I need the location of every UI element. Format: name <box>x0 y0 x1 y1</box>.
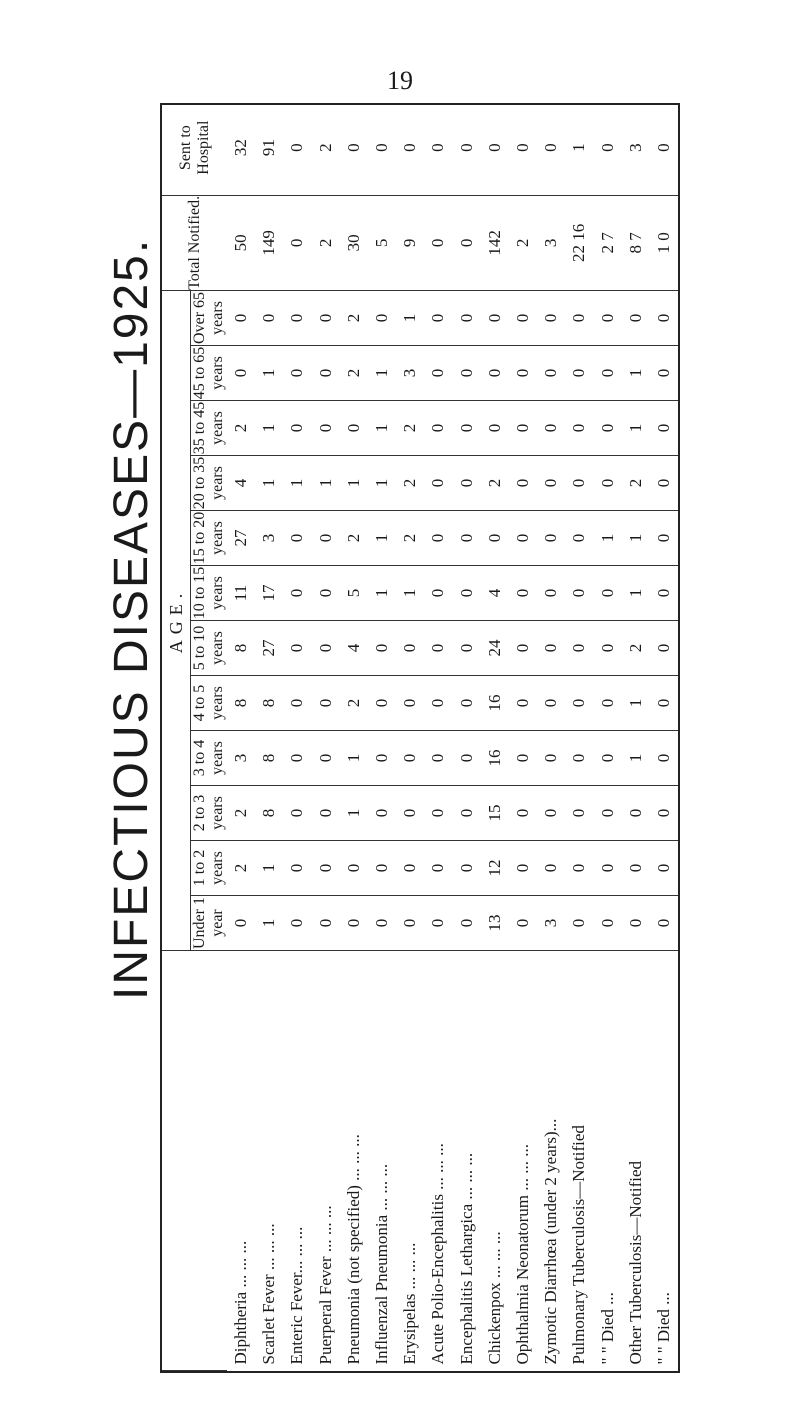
age-count: 2 <box>340 511 368 566</box>
age-count: 2 <box>227 841 255 896</box>
age-count: 1 <box>368 456 396 511</box>
age-count: 0 <box>481 401 509 456</box>
age-count: 0 <box>424 456 452 511</box>
age-count: 0 <box>509 290 537 345</box>
disease-name: Zymotic Diarrhœa (under 2 years)... <box>541 1118 561 1365</box>
age-count: 12 <box>481 841 509 896</box>
disease-name: Influenzal Pneumonia ... ... ... <box>372 1163 392 1365</box>
age-count: 0 <box>593 346 621 401</box>
age-count: 0 <box>537 731 565 786</box>
age-count: 0 <box>227 896 255 951</box>
disease-name: Scarlet Fever ... ... ... <box>259 1223 279 1365</box>
age-count: 0 <box>537 401 565 456</box>
age-count: 27 <box>227 511 255 566</box>
age-count: 0 <box>509 731 537 786</box>
page-number: 19 <box>387 66 413 95</box>
age-count: 0 <box>283 731 311 786</box>
disease-name: Ophthalmia Neonatorum ... ... ... <box>512 1144 532 1365</box>
age-count: 2 <box>481 456 509 511</box>
age-count: 0 <box>565 731 593 786</box>
age-count: 0 <box>424 676 452 731</box>
age-count: 0 <box>650 621 678 676</box>
age-count: 0 <box>537 346 565 401</box>
age-column-header: 1 to 2 years <box>191 841 228 896</box>
age-count: 0 <box>537 621 565 676</box>
age-count: 0 <box>593 621 621 676</box>
age-count: 0 <box>312 786 340 841</box>
age-count: 1 <box>368 511 396 566</box>
age-count: 0 <box>283 621 311 676</box>
disease-row <box>396 100 424 1370</box>
age-count: 0 <box>509 841 537 896</box>
age-count: 0 <box>453 731 481 786</box>
age-count: 8 <box>227 621 255 676</box>
age-count: 0 <box>424 346 452 401</box>
age-count: 0 <box>650 456 678 511</box>
age-count: 2 <box>227 786 255 841</box>
disease-row <box>340 100 368 1370</box>
age-count: 0 <box>283 401 311 456</box>
age-count: 0 <box>312 896 340 951</box>
age-count: 0 <box>396 731 424 786</box>
age-count: 0 <box>593 896 621 951</box>
disease-row <box>650 100 678 1370</box>
age-count: 0 <box>593 566 621 621</box>
disease-row <box>424 100 452 1370</box>
side-title: INFECTIOUS DISEASES—1925. <box>105 237 158 1000</box>
age-count: 1 <box>396 566 424 621</box>
total-notified: 142 <box>481 195 509 290</box>
age-count: 4 <box>481 566 509 621</box>
age-count: 0 <box>593 786 621 841</box>
age-count: 2 <box>340 676 368 731</box>
total-notified: 149 <box>255 195 283 290</box>
disease-name: Chickenpox ... ... ... <box>484 1231 504 1365</box>
age-count: 0 <box>312 676 340 731</box>
age-count: 1 <box>593 511 621 566</box>
age-count: 0 <box>453 841 481 896</box>
sent-to-hospital: 0 <box>481 100 509 195</box>
age-count: 0 <box>283 896 311 951</box>
age-count: 0 <box>453 621 481 676</box>
sent-to-hospital: 32 <box>227 100 255 195</box>
disease-table <box>160 103 680 1373</box>
age-count: 0 <box>424 841 452 896</box>
age-count: 0 <box>283 290 311 345</box>
age-count: 0 <box>283 676 311 731</box>
sent-to-hospital: 0 <box>509 100 537 195</box>
disease-row <box>368 100 396 1370</box>
total-notified: 50 <box>227 195 255 290</box>
disease-row <box>312 100 340 1370</box>
age-count: 1 <box>255 456 283 511</box>
age-count: 3 <box>537 896 565 951</box>
age-count: 8 <box>255 731 283 786</box>
age-count: 0 <box>453 346 481 401</box>
age-count: 0 <box>368 786 396 841</box>
age-count: 1 <box>340 786 368 841</box>
age-count: 0 <box>650 346 678 401</box>
age-count: 0 <box>565 456 593 511</box>
disease-name: Erysipelas ... ... ... <box>400 1242 420 1365</box>
age-count: 2 <box>622 456 650 511</box>
age-count: 17 <box>255 566 283 621</box>
age-count: 1 <box>396 290 424 345</box>
age-count: 0 <box>509 621 537 676</box>
disease-name: " " Died ... <box>597 1292 617 1365</box>
age-count: 0 <box>227 290 255 345</box>
disease-name: Other Tuberculosis—Notified <box>625 1160 645 1365</box>
age-column-header: 10 to 15 years <box>191 566 226 620</box>
age-count: 1 <box>622 676 650 731</box>
sent-to-hospital: 1 <box>565 100 593 195</box>
age-count: 0 <box>340 841 368 896</box>
age-count: 16 <box>481 676 509 731</box>
age-table <box>162 100 678 1371</box>
age-count: 8 <box>255 786 283 841</box>
age-count: 0 <box>312 511 340 566</box>
age-count: 0 <box>565 676 593 731</box>
age-column-header: 4 to 5 years <box>191 676 228 731</box>
total-notified-header: Total Notified. <box>162 195 227 290</box>
age-count: 0 <box>283 566 311 621</box>
age-count: 0 <box>424 896 452 951</box>
disease-row <box>509 100 537 1370</box>
disease-row <box>227 100 255 1370</box>
age-count: 0 <box>593 456 621 511</box>
total-notified: 5 <box>368 195 396 290</box>
age-count: 11 <box>227 566 255 621</box>
age-count: 0 <box>593 731 621 786</box>
age-count: 0 <box>481 290 509 345</box>
sent-to-hospital: 0 <box>396 100 424 195</box>
age-count: 0 <box>593 290 621 345</box>
sent-to-hospital: 0 <box>453 100 481 195</box>
age-count: 0 <box>650 676 678 731</box>
age-count: 2 <box>396 511 424 566</box>
age-count: 1 <box>340 731 368 786</box>
age-count: 0 <box>453 566 481 621</box>
age-count: 0 <box>565 401 593 456</box>
age-count: 0 <box>283 841 311 896</box>
age-count: 0 <box>565 896 593 951</box>
age-count: 0 <box>368 841 396 896</box>
age-count: 0 <box>593 401 621 456</box>
age-count: 0 <box>650 511 678 566</box>
age-count: 3 <box>396 346 424 401</box>
age-count: 0 <box>368 896 396 951</box>
age-count: 1 <box>368 566 396 621</box>
age-count: 0 <box>283 786 311 841</box>
disease-row <box>537 100 565 1370</box>
age-count: 0 <box>622 896 650 951</box>
age-count: 0 <box>481 511 509 566</box>
age-count: 13 <box>481 896 509 951</box>
disease-row <box>283 100 311 1370</box>
age-count: 0 <box>453 456 481 511</box>
age-count: 0 <box>368 290 396 345</box>
age-count: 1 <box>622 346 650 401</box>
age-count: 0 <box>424 511 452 566</box>
age-count: 1 <box>255 841 283 896</box>
age-count: 0 <box>565 511 593 566</box>
age-count: 0 <box>509 896 537 951</box>
age-count: 1 <box>255 896 283 951</box>
age-count: 0 <box>312 290 340 345</box>
age-count: 0 <box>424 566 452 621</box>
age-count: 0 <box>424 621 452 676</box>
total-notified: 30 <box>340 195 368 290</box>
age-count: 8 <box>255 676 283 731</box>
age-count: 0 <box>340 401 368 456</box>
age-count: 0 <box>565 566 593 621</box>
sent-to-hospital: 91 <box>255 100 283 195</box>
age-column-header: Under 1 year <box>191 897 226 949</box>
age-count: 0 <box>593 841 621 896</box>
age-count: 1 <box>255 401 283 456</box>
age-count: 1 <box>622 731 650 786</box>
sent-to-hospital: 0 <box>368 100 396 195</box>
age-count: 0 <box>424 786 452 841</box>
age-count: 0 <box>312 841 340 896</box>
age-count: 2 <box>396 401 424 456</box>
age-count: 0 <box>509 401 537 456</box>
total-notified: 0 <box>424 195 452 290</box>
sent-to-hospital-header: Sent to Hospital <box>162 100 227 195</box>
disease-name: " " Died ... <box>653 1292 673 1365</box>
age-count: 0 <box>453 290 481 345</box>
age-count: 1 <box>283 456 311 511</box>
age-count: 0 <box>283 346 311 401</box>
disease-name: Diphtheria ... ... ... <box>231 1240 251 1365</box>
age-count: 0 <box>565 786 593 841</box>
age-count: 0 <box>537 676 565 731</box>
age-column-header: Over 65 years <box>191 291 226 344</box>
age-count: 0 <box>453 896 481 951</box>
age-count: 0 <box>622 290 650 345</box>
total-notified: 8 7 <box>622 195 650 290</box>
age-column-header: 20 to 35 years <box>191 456 226 510</box>
age-count: 2 <box>622 621 650 676</box>
age-count: 1 <box>255 346 283 401</box>
age-count: 1 <box>622 401 650 456</box>
age-count: 0 <box>424 290 452 345</box>
age-count: 8 <box>227 676 255 731</box>
age-count: 0 <box>227 346 255 401</box>
age-count: 0 <box>537 456 565 511</box>
age-count: 3 <box>255 511 283 566</box>
sent-to-hospital: 0 <box>424 100 452 195</box>
disease-header <box>162 951 227 1371</box>
age-column-header: 2 to 3 years <box>191 786 228 841</box>
sent-to-hospital: 0 <box>593 100 621 195</box>
age-count: 0 <box>509 676 537 731</box>
age-count: 0 <box>396 896 424 951</box>
age-count: 0 <box>396 621 424 676</box>
age-count: 0 <box>565 621 593 676</box>
age-count: 0 <box>537 290 565 345</box>
sent-to-hospital: 0 <box>650 100 678 195</box>
age-count: 0 <box>453 786 481 841</box>
age-count: 0 <box>368 676 396 731</box>
total-notified: 0 <box>453 195 481 290</box>
sent-to-hospital: 3 <box>622 100 650 195</box>
age-count: 15 <box>481 786 509 841</box>
sent-to-hospital: 0 <box>537 100 565 195</box>
age-count: 1 <box>622 511 650 566</box>
age-count: 16 <box>481 731 509 786</box>
age-column-header: 5 to 10 years <box>191 621 228 676</box>
disease-row <box>255 100 283 1370</box>
age-count: 0 <box>650 731 678 786</box>
age-count: 0 <box>255 290 283 345</box>
age-count: 1 <box>340 456 368 511</box>
age-column-header: 35 to 45 years <box>191 401 226 455</box>
age-count: 5 <box>340 566 368 621</box>
total-notified: 9 <box>396 195 424 290</box>
total-notified: 2 <box>509 195 537 290</box>
sent-to-hospital: 2 <box>312 100 340 195</box>
age-count: 0 <box>565 841 593 896</box>
disease-name: Pulmonary Tuberculosis—Notified <box>569 1125 589 1365</box>
age-count: 4 <box>340 621 368 676</box>
age-count: 0 <box>368 731 396 786</box>
age-count: 0 <box>312 346 340 401</box>
age-count: 0 <box>509 456 537 511</box>
age-count: 1 <box>312 456 340 511</box>
age-header: AGE. <box>162 290 191 950</box>
disease-row <box>593 100 621 1370</box>
age-count: 4 <box>227 456 255 511</box>
age-count: 1 <box>622 566 650 621</box>
total-notified: 0 <box>283 195 311 290</box>
age-column-header: 15 to 20 years <box>191 511 226 565</box>
age-count: 0 <box>650 786 678 841</box>
age-count: 27 <box>255 621 283 676</box>
total-notified: 2 <box>312 195 340 290</box>
total-notified: 22 16 <box>565 195 593 290</box>
age-count: 0 <box>650 401 678 456</box>
age-count: 1 <box>368 401 396 456</box>
disease-row <box>453 100 481 1370</box>
age-count: 0 <box>509 346 537 401</box>
age-count: 0 <box>481 346 509 401</box>
age-count: 0 <box>424 401 452 456</box>
sent-to-hospital: 0 <box>340 100 368 195</box>
age-count: 0 <box>509 786 537 841</box>
disease-row <box>481 100 509 1370</box>
disease-name: Acute Polio-Encephalitis ... ... ... <box>428 1143 448 1365</box>
age-count: 0 <box>650 841 678 896</box>
age-count: 0 <box>622 786 650 841</box>
age-count: 0 <box>593 676 621 731</box>
age-count: 2 <box>227 401 255 456</box>
age-count: 0 <box>650 290 678 345</box>
age-count: 0 <box>509 566 537 621</box>
age-count: 0 <box>453 511 481 566</box>
age-count: 0 <box>396 786 424 841</box>
age-count: 0 <box>509 511 537 566</box>
age-column-header: 3 to 4 years <box>191 731 228 786</box>
age-count: 0 <box>312 621 340 676</box>
age-count: 1 <box>368 346 396 401</box>
age-count: 0 <box>650 896 678 951</box>
total-notified: 2 7 <box>593 195 621 290</box>
age-count: 0 <box>396 841 424 896</box>
disease-row <box>622 100 650 1370</box>
age-count: 0 <box>368 621 396 676</box>
age-count: 0 <box>312 731 340 786</box>
age-count: 0 <box>424 731 452 786</box>
age-count: 0 <box>283 511 311 566</box>
disease-row <box>565 100 593 1370</box>
disease-name: Pneumonia (not specified) ... ... ... <box>343 1134 363 1365</box>
age-count: 0 <box>396 676 424 731</box>
total-notified: 3 <box>537 195 565 290</box>
age-count: 2 <box>340 346 368 401</box>
age-count: 0 <box>312 566 340 621</box>
age-count: 2 <box>340 290 368 345</box>
age-count: 3 <box>227 731 255 786</box>
age-count: 0 <box>537 786 565 841</box>
age-count: 0 <box>537 566 565 621</box>
age-column-header: 45 to 65 years <box>191 346 226 400</box>
age-count: 0 <box>340 896 368 951</box>
disease-name: Encephalitis Lethargica ... ... ... <box>456 1152 476 1365</box>
total-notified: 1 0 <box>650 195 678 290</box>
age-count: 24 <box>481 621 509 676</box>
age-count: 0 <box>565 290 593 345</box>
age-count: 0 <box>537 841 565 896</box>
age-count: 0 <box>565 346 593 401</box>
disease-name: Enteric Fever... ... ... <box>287 1226 307 1365</box>
age-count: 0 <box>453 401 481 456</box>
disease-name: Puerperal Fever ... ... ... <box>315 1205 335 1365</box>
age-count: 0 <box>537 511 565 566</box>
age-count: 0 <box>622 841 650 896</box>
age-count: 2 <box>396 456 424 511</box>
age-count: 0 <box>650 566 678 621</box>
age-count: 0 <box>453 676 481 731</box>
sent-to-hospital: 0 <box>283 100 311 195</box>
age-count: 0 <box>312 401 340 456</box>
